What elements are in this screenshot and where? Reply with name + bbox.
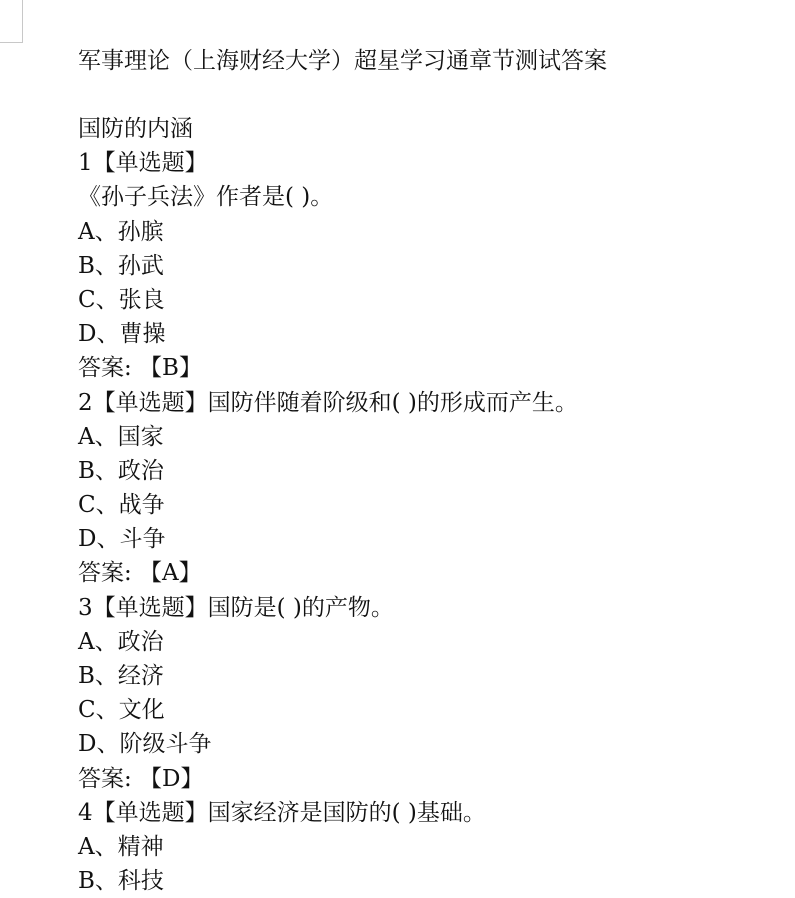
option-d: D、斗争 — [78, 526, 166, 553]
question-header: 1【单选题】 — [78, 150, 208, 177]
question-1 — [78, 146, 778, 385]
option-d: D、曹操 — [78, 321, 166, 348]
question-stem: 《孙子兵法》作者是( )。 — [78, 184, 334, 211]
option-b: B、经济 — [78, 663, 164, 689]
option-a: A、国家 — [78, 423, 164, 450]
option-c: C、张良 — [78, 286, 165, 313]
option-c: C、战争 — [78, 492, 165, 519]
question-header: 2【单选题】国防伴随着阶级和( )的形成而产生。 — [78, 389, 578, 416]
option-b: B、政治 — [78, 457, 164, 484]
option-a: A、精神 — [78, 833, 164, 860]
question-4 — [78, 796, 778, 898]
option-c: C、文化 — [78, 697, 165, 724]
option-a: A、政治 — [78, 628, 164, 655]
question-3 — [78, 591, 778, 796]
document-body — [78, 44, 778, 898]
question-header: 4【单选题】国家经济是国防的( )基础。 — [78, 799, 486, 826]
question-header: 3【单选题】国防是( )的产物。 — [78, 594, 394, 621]
option-b: B、科技 — [78, 868, 164, 895]
answer-line: 答案: 【A】 — [78, 560, 202, 587]
section-heading: 国防的内涵 — [78, 116, 193, 142]
answer-line: 答案: 【D】 — [78, 765, 204, 792]
question-2 — [78, 386, 778, 591]
option-d: D、阶级斗争 — [78, 731, 212, 758]
option-b: B、孙武 — [78, 252, 164, 279]
option-a: A、孙膑 — [78, 218, 164, 245]
document-title: 军事理论（上海财经大学）超星学习通章节测试答案 — [78, 48, 607, 74]
page-corner-marker — [0, 0, 23, 43]
answer-line: 答案: 【B】 — [78, 355, 202, 382]
